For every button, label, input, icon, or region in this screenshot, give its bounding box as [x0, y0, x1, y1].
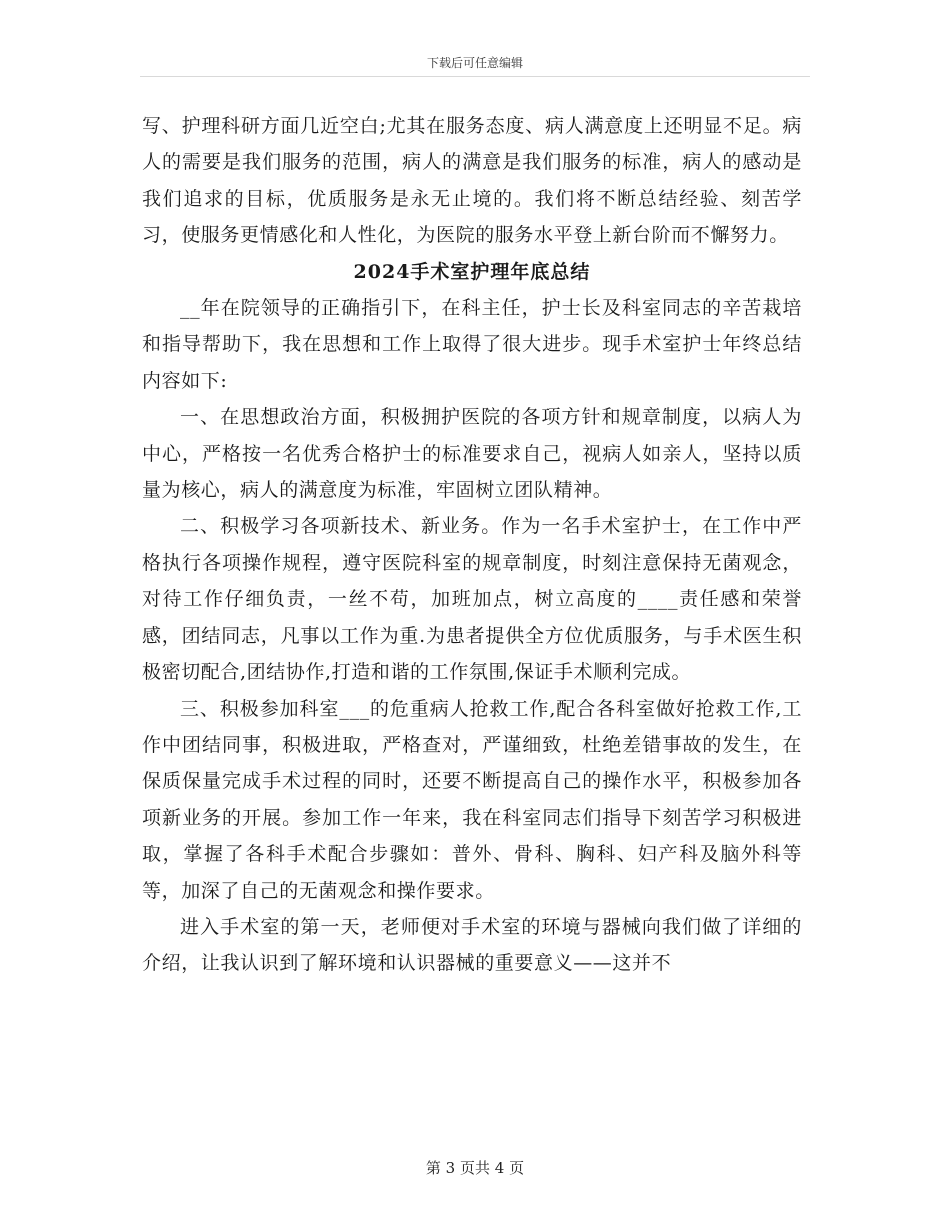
paragraph-opening: __年在院领导的正确指引下，在科主任，护士长及科室同志的辛苦栽培和指导帮助下，我在思想和工作上取得了很大进步。现手术室护士年终总结内容如下: [142, 297, 802, 392]
paragraph-section-1: 一、在思想政治方面，积极拥护医院的各项方针和规章制度，以病人为中心，严格按一名优秀合格护士的标准要求自己，视病人如亲人，坚持以质量为核心，病人的满意度为标准，牢固树立团队精神。 [142, 406, 802, 502]
document-body [142, 108, 802, 982]
header-divider [140, 76, 810, 77]
paragraph-section-3: 三、积极参加科室___的危重病人抢救工作,配合各科室做好抢救工作,工作中团结同事，积极进取，严格查对，严谨细致，杜绝差错事故的发生，在保质保量完成手术过程的同时，还要不断提高自己的操作水平，积极参加各项新业务的开展。参加工作一年来，我在科室同志们指导下刻苦学习积极进取，掌握了各科手术配合步骤如：普外、骨科、胸科、妇产科及脑外科等等，加深了自己的无菌观念和操作要求。 [142, 697, 802, 902]
intro-paragraph: 写、护理科研方面几近空白;尤其在服务态度、病人满意度上还明显不足。病人的需要是我们服务的范围，病人的满意是我们服务的标准，病人的感动是我们追求的目标，优质服务是永无止境的。我们将不断总结经验、刻苦学习，使服务更情感化和人性化，为医院的服务水平登上新台阶而不懈努力。 [142, 115, 802, 247]
document-title: 2024手术室护理年底总结 [353, 260, 591, 283]
paragraph-first-day: 进入手术室的第一天，老师便对手术室的环境与器械向我们做了详细的介绍，让我认识到了解环境和认识器械的重要意义——这并不 [142, 915, 802, 975]
page-number: 第 3 页共 4 页 [425, 1159, 525, 1177]
page-header: 下载后可任意编辑 [426, 56, 523, 70]
paragraph-section-2: 二、积极学习各项新技术、新业务。作为一名手术室护士，在工作中严格执行各项操作规程，遵守医院科室的规章制度，时刻注意保持无菌观念，对待工作仔细负责，一丝不苟，加班加点，树立高度的____责任感和荣誉感，团结同志，凡事以工作为重.为患者提供全方位优质服务，与手术医生积极密切配合,团结协作,打造和谐的工作氛围,保证手术顺利完成。 [142, 515, 802, 684]
